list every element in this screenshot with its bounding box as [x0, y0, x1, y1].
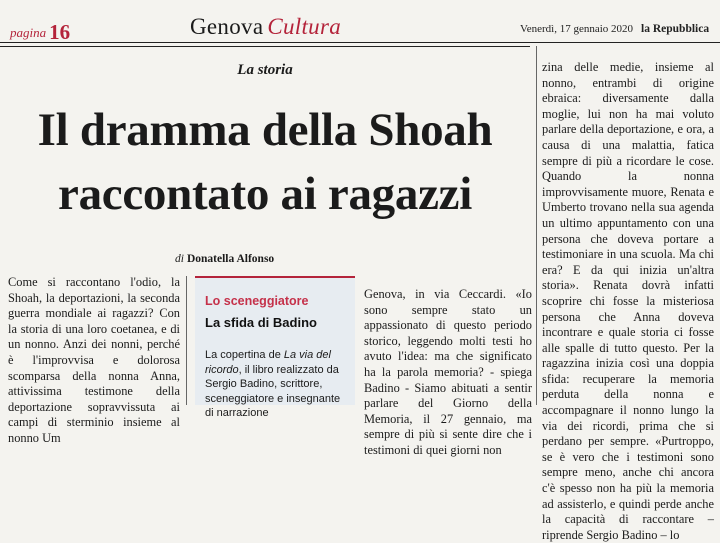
article-column-4: zina delle medie, insieme al nonno, entrambi di origine ebraica: diversamente dalla moglie, lui non ha mai voluto parlare della deportazione, e ora, a causa di una malattia, fatica sempre di più a ricordare le cose. Quando la nonna improvvisamente muore, Renata e Umberto trovano nella sua agenda un ultimo appuntamento con una persona che doveva portare a testimoniare in una scuola. Ma chi era? E da qui inizia un'altra storia». Renata dovrà infatti scoprire chi fosse la misteriosa persona che Anna doveva incontrare e quale storia ci fosse alle spalle di tutto questo. Per la ragazzina inizia così una doppia sfida: recuperare la memoria perduta della nonna e accompagnare il nonno lungo la via dei ricordi, prima che si perdano per sempre. «Purtroppo, se è vero che i testimoni sono sempre meno, anche chi ancora c'è spesso non ha più la memoria ad assisterlo, e quindi perde anche la capacità di raccontare – riprende Sergio Badino – lo	[542, 60, 714, 542]
issue-date: Venerdì, 17 gennaio 2020	[520, 23, 634, 35]
page-word: pagina	[10, 25, 47, 40]
newspaper-brand: la Repubblica	[641, 23, 710, 35]
article-headline	[0, 98, 530, 226]
dateline	[520, 23, 709, 35]
section-topic: Cultura	[267, 14, 341, 39]
masthead-rule-secondary	[0, 46, 530, 47]
sidebar-box	[195, 276, 355, 419]
article-column-3: Genova, in via Ceccardi. «Io sono sempre stato un appassionato di questo periodo storico, leggendo molti testi ho avuto l'idea: ma che significato ha la parola memoria? - spiega Badino - Siamo abituati a sentir parlare del Giorno della Memoria, il 27 gennaio, ma sempre di più si sente dire che i testimoni di quei giorni non	[364, 287, 532, 457]
sidebar-label: Lo sceneggiatore	[205, 294, 309, 308]
masthead-rule	[0, 42, 720, 43]
byline-author: Donatella Alfonso	[186, 253, 275, 265]
byline-prefix: di	[175, 253, 184, 265]
sidebar-caption-start: La copertina de	[205, 349, 284, 361]
article-column-1: Come si raccontano l'odio, la Shoah, la deportazioni, la seconda guerra mondiale ai ragazzi? Con la storia di una loro coetanea, e di un nonno. Anzi dei nonni, perché è l'improvvisa e dolorosa scomparsa della nonna Anna, attivissima testimone della deportazione sopravvissuta ai campi di sterminio insieme al nonno Um	[8, 275, 180, 445]
sidebar-caption	[205, 348, 347, 421]
sidebar-caption-end: , il libro realizzato da Sergio Badino, scrittore, sceneggiatore e insegnante di narrazione	[205, 363, 341, 419]
headline-line-2: raccontato ai ragazzi	[58, 168, 472, 220]
section-city: Genova	[190, 14, 264, 39]
page-number: 16	[49, 20, 71, 44]
article-kicker: La storia	[237, 62, 293, 78]
page-label	[10, 20, 70, 45]
book-title: La via del ricordo	[205, 349, 331, 376]
main-column-divider	[536, 46, 537, 405]
byline	[175, 253, 375, 265]
sidebar-title: La sfida di Badino	[205, 315, 317, 330]
section-header	[190, 14, 341, 40]
column-divider	[186, 276, 187, 405]
headline-line-1: Il dramma della Shoah	[37, 104, 493, 156]
